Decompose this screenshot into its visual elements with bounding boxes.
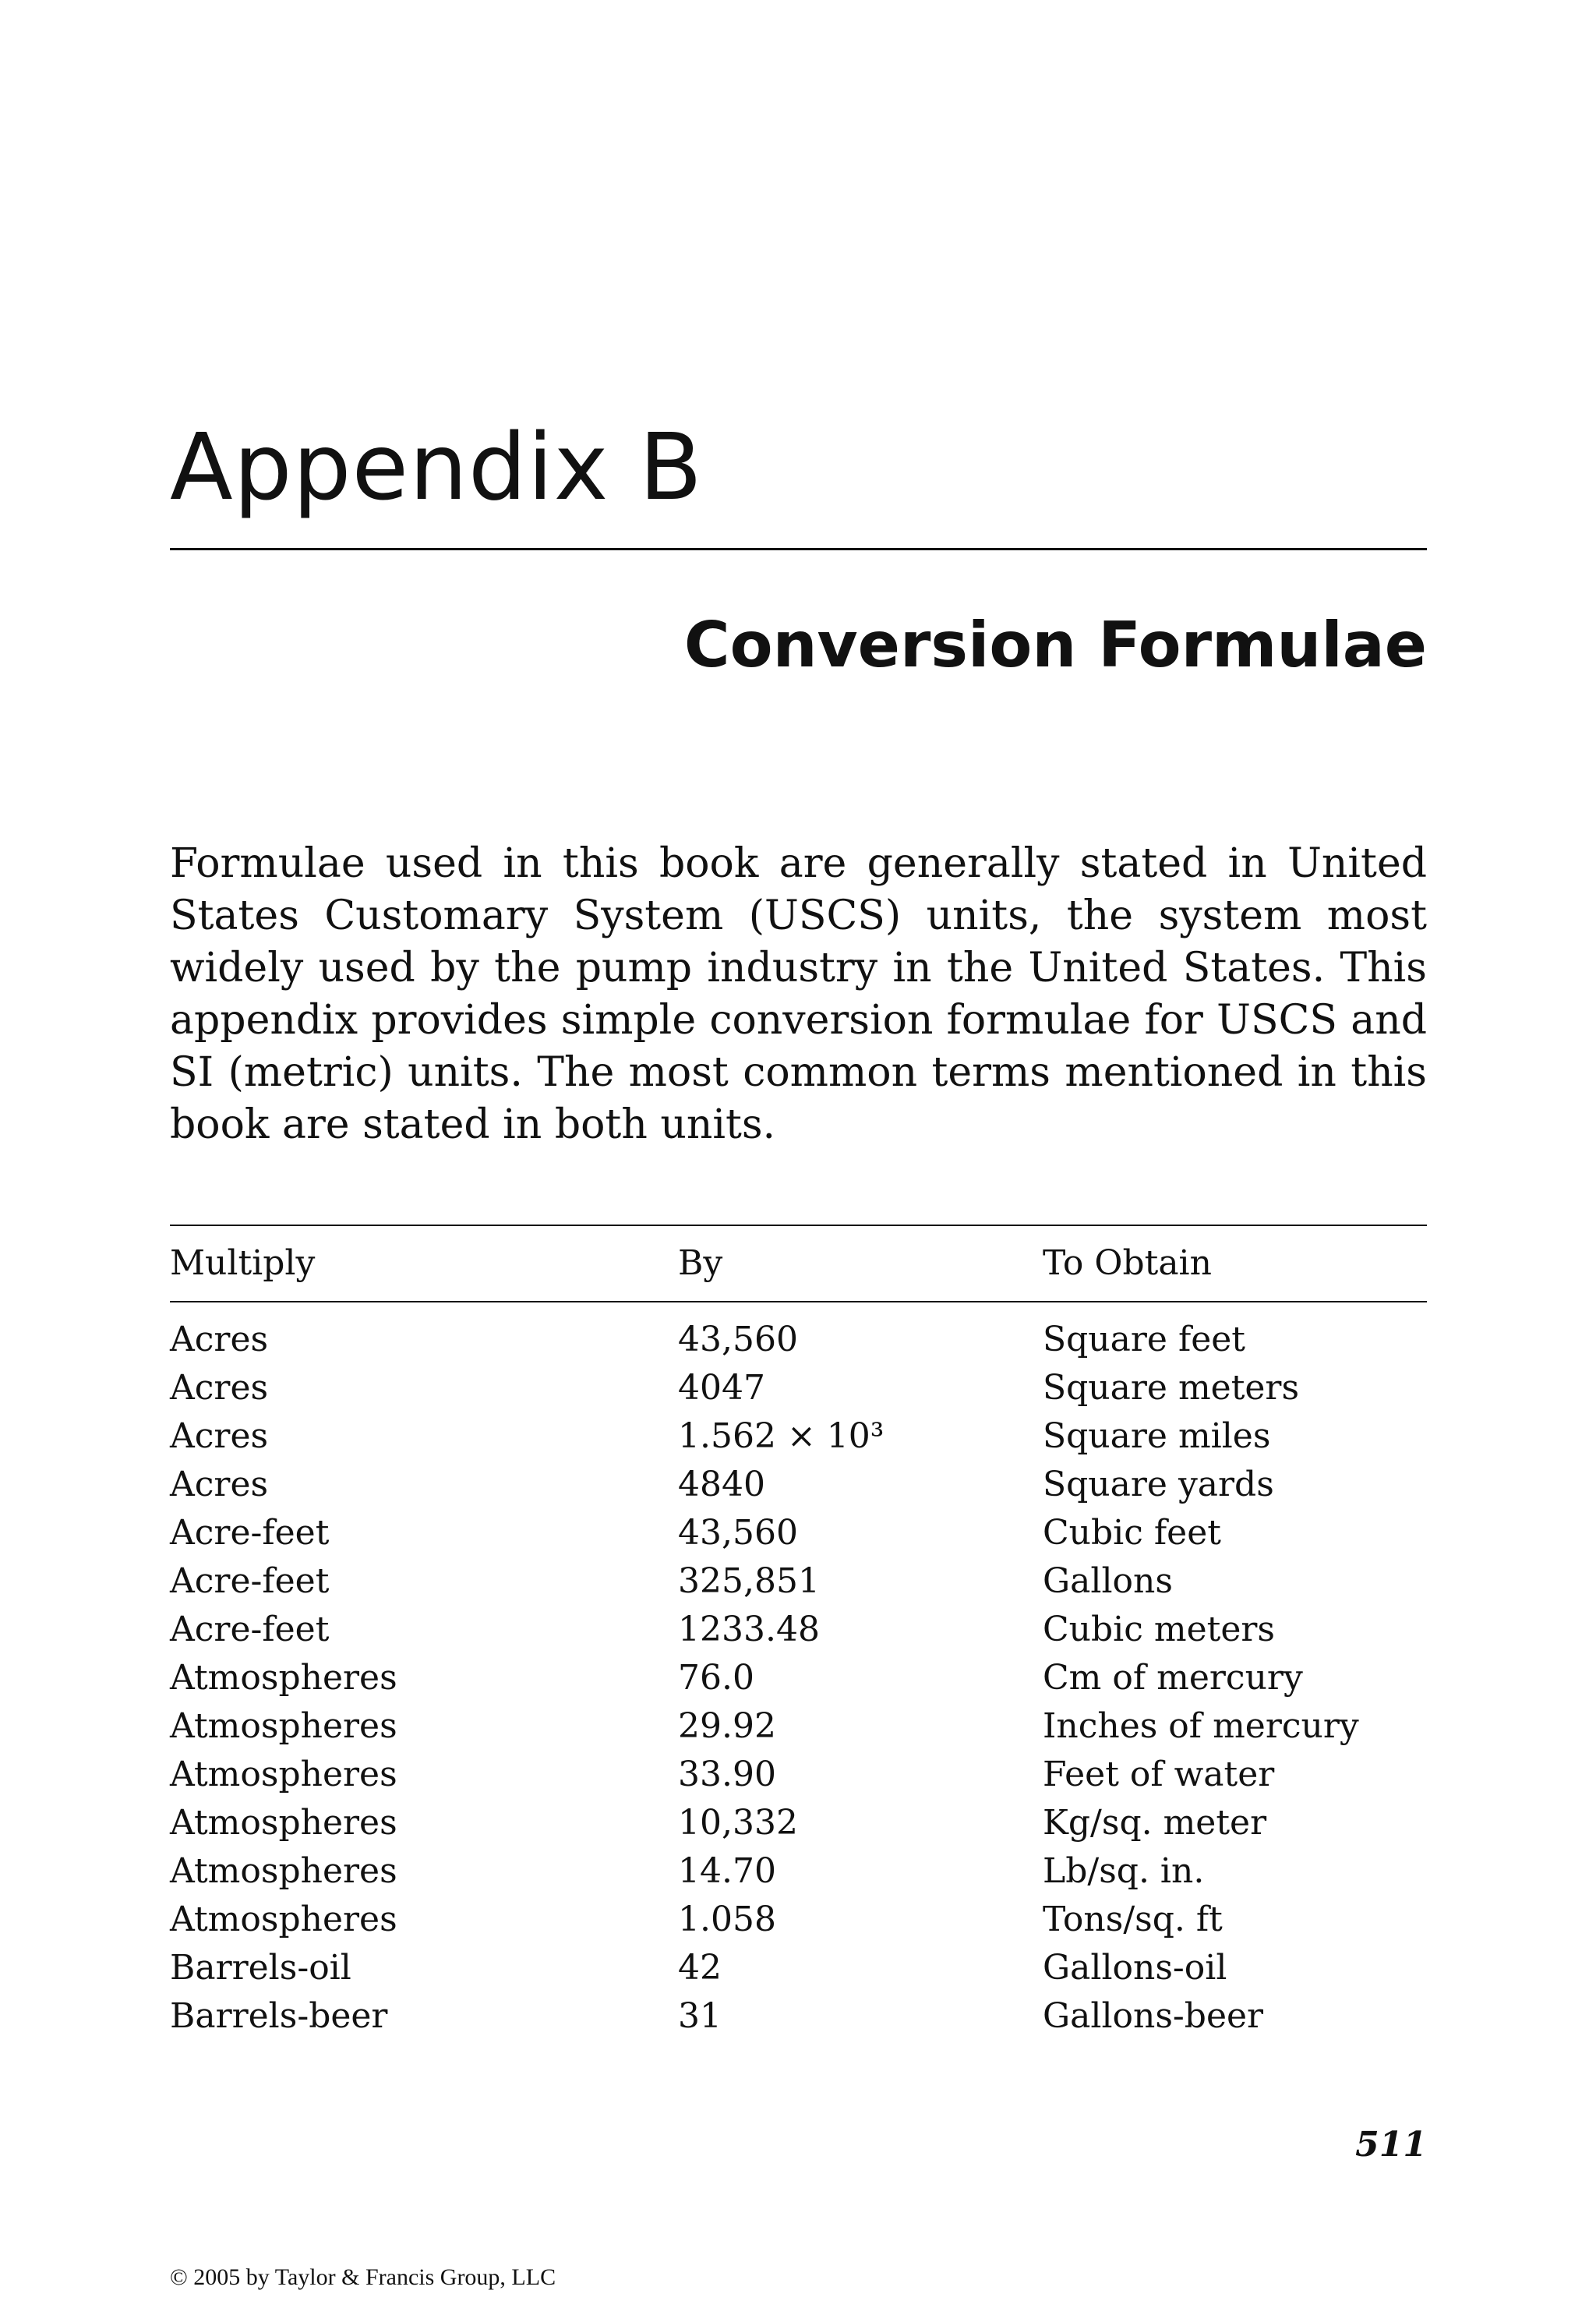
page-number: 511: [1355, 2125, 1427, 2165]
cell-multiply: Barrels-oil: [170, 1948, 351, 1988]
table-row: [170, 1320, 1427, 1369]
cell-by: 1233.48: [678, 1610, 820, 1649]
table-row: [170, 1804, 1427, 1852]
cell-to-obtain: Gallons-beer: [1043, 1996, 1264, 2036]
cell-to-obtain: Cm of mercury: [1043, 1658, 1303, 1698]
cell-by: 43,560: [678, 1513, 798, 1553]
chapter-divider: [170, 548, 1427, 550]
table-header-rule: [170, 1301, 1427, 1302]
cell-multiply: Acres: [170, 1416, 269, 1456]
cell-by: 31: [678, 1996, 722, 2036]
cell-by: 43,560: [678, 1320, 798, 1359]
cell-multiply: Atmospheres: [170, 1658, 397, 1698]
table-row: [170, 1852, 1427, 1900]
column-header-to-obtain: To Obtain: [1043, 1243, 1212, 1283]
table-row: [170, 1707, 1427, 1755]
cell-by: 4047: [678, 1368, 765, 1408]
cell-to-obtain: Tons/sq. ft: [1043, 1900, 1223, 1939]
cell-multiply: Acres: [170, 1368, 269, 1408]
table-row: [170, 1949, 1427, 1997]
cell-by: 42: [678, 1948, 722, 1988]
table-row: [170, 1755, 1427, 1804]
cell-to-obtain: Square miles: [1043, 1416, 1271, 1456]
chapter-label: Appendix B: [170, 413, 703, 521]
cell-multiply: Acre-feet: [170, 1610, 330, 1649]
copyright-notice: © 2005 by Taylor & Francis Group, LLC: [170, 2264, 556, 2290]
conversion-table-body: [170, 1320, 1427, 2045]
cell-to-obtain: Square meters: [1043, 1368, 1300, 1408]
cell-to-obtain: Gallons: [1043, 1561, 1173, 1601]
cell-by: 76.0: [678, 1658, 754, 1698]
cell-multiply: Atmospheres: [170, 1706, 397, 1746]
column-header-by: By: [678, 1243, 723, 1283]
cell-multiply: Acre-feet: [170, 1561, 330, 1601]
table-row: [170, 1369, 1427, 1417]
cell-to-obtain: Inches of mercury: [1043, 1706, 1359, 1746]
cell-by: 29.92: [678, 1706, 776, 1746]
cell-multiply: Atmospheres: [170, 1851, 397, 1891]
table-header: [170, 1244, 1427, 1283]
cell-multiply: Barrels-beer: [170, 1996, 388, 2036]
table-row: [170, 1465, 1427, 1514]
cell-multiply: Atmospheres: [170, 1755, 397, 1794]
cell-by: 33.90: [678, 1755, 776, 1794]
cell-multiply: Acres: [170, 1465, 269, 1504]
cell-multiply: Acres: [170, 1320, 269, 1359]
cell-by: 325,851: [678, 1561, 820, 1601]
cell-multiply: Acre-feet: [170, 1513, 330, 1553]
cell-to-obtain: Kg/sq. meter: [1043, 1803, 1267, 1843]
intro-paragraph: Formulae used in this book are generally stated in United States Customary System (USCS) units, the system most widely used by the pump industry in the United States. This appendix provides simple conversion formulae for USCS and SI (metric) units. The most common terms mentioned in this book are stated in both units.: [170, 840, 1427, 1148]
table-row: [170, 1659, 1427, 1707]
cell-by: 10,332: [678, 1803, 798, 1843]
cell-to-obtain: Square yards: [1043, 1465, 1274, 1504]
table-row: [170, 1562, 1427, 1610]
cell-to-obtain: Cubic feet: [1043, 1513, 1221, 1553]
cell-to-obtain: Gallons-oil: [1043, 1948, 1227, 1988]
cell-to-obtain: Square feet: [1043, 1320, 1245, 1359]
table-row: [170, 1514, 1427, 1562]
table-row: [170, 1900, 1427, 1949]
cell-by: 1.058: [678, 1900, 776, 1939]
table-row: [170, 1997, 1427, 2045]
table-top-rule: [170, 1225, 1427, 1226]
cell-by: 4840: [678, 1465, 765, 1504]
chapter-title: Conversion Formulae: [683, 609, 1427, 681]
cell-by: 1.562 × 10³: [678, 1416, 885, 1456]
cell-multiply: Atmospheres: [170, 1900, 397, 1939]
table-row: [170, 1610, 1427, 1659]
cell-to-obtain: Cubic meters: [1043, 1610, 1275, 1649]
cell-to-obtain: Lb/sq. in.: [1043, 1851, 1205, 1891]
cell-multiply: Atmospheres: [170, 1803, 397, 1843]
cell-to-obtain: Feet of water: [1043, 1755, 1275, 1794]
cell-by: 14.70: [678, 1851, 776, 1891]
column-header-multiply: Multiply: [170, 1243, 316, 1283]
table-row: [170, 1417, 1427, 1465]
